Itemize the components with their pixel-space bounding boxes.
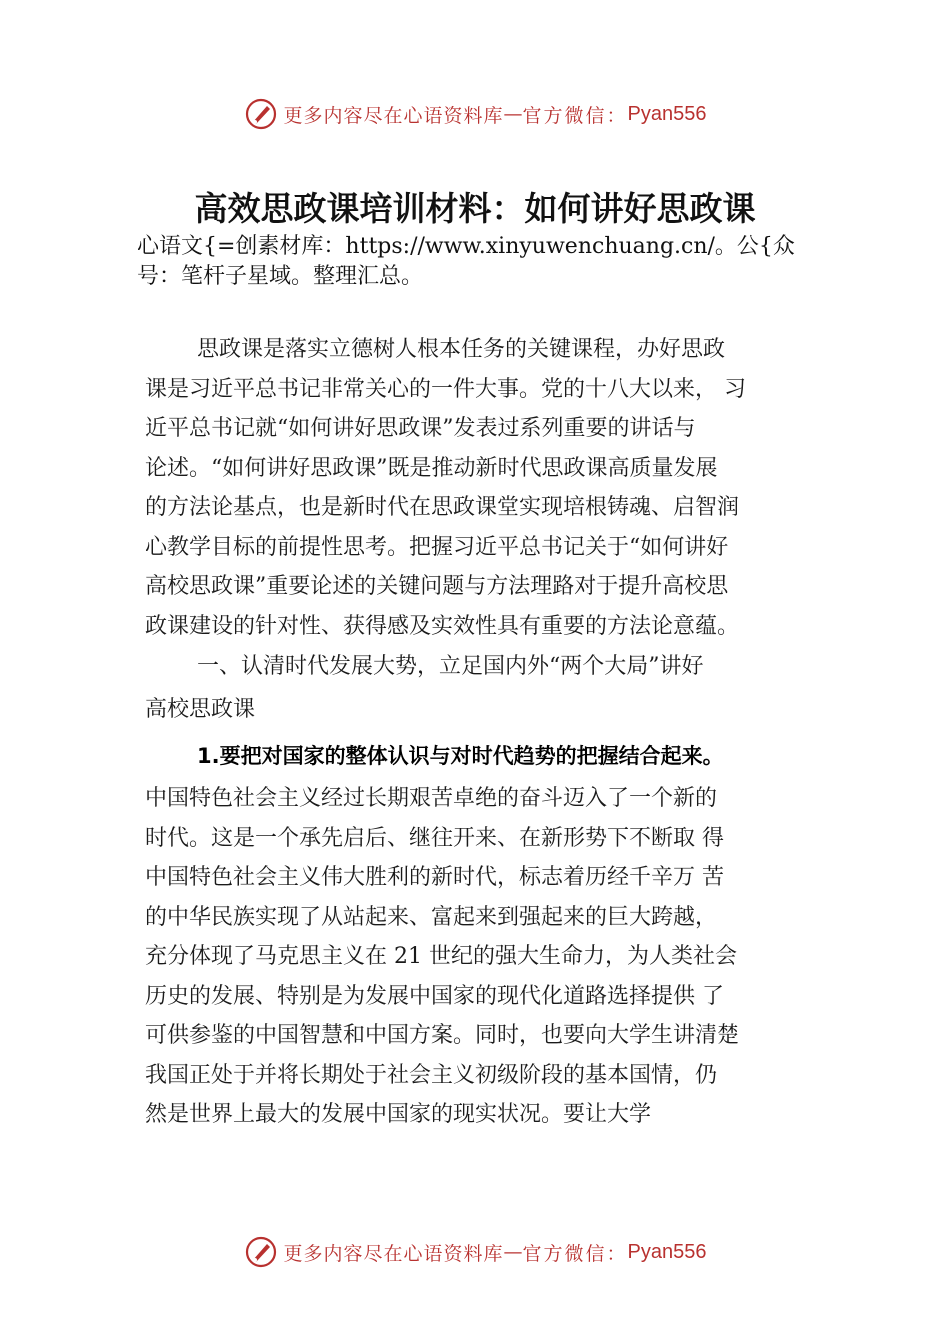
intro-line: 心教学目标的前提性思考。把握习近平总书记关于“如何讲好 — [145, 535, 729, 560]
header-watermark — [0, 92, 950, 136]
section-heading-line: 一、认清时代发展大势，立足国内外“两个大局”讲好 — [197, 654, 704, 679]
watermark-brand: 更多内容尽在心语资料库 — [283, 104, 504, 127]
watermark-wechat-id: Pyan556 — [627, 1240, 707, 1263]
body-line: 中国特色社会主义伟大胜利的新时代，标志着历经千辛万 苦 — [145, 865, 724, 890]
intro-line: 高校思政课”重要论述的关键问题与方法理路对于提升高校思 — [145, 574, 729, 599]
intro-line: 思政课是落实立德树人根本任务的关键课程，办好思政 — [197, 337, 726, 362]
intro-line: 的方法论基点，也是新时代在思政课堂实现培根铸魂、启智润 — [145, 495, 740, 520]
point-heading: 1.要把对国家的整体认识与对时代趋势的把握结合起来。 — [197, 744, 724, 768]
intro-line: 近平总书记就“如何讲好思政课”发表过系列重要的讲话与 — [145, 416, 696, 441]
body-line: 然是世界上最大的发展中国家的现实状况。要让大学 — [145, 1102, 652, 1127]
watermark-wechat-id: Pyan556 — [627, 102, 707, 125]
watermark-separator: — — [503, 1241, 523, 1263]
section-heading-line: 高校思政课 — [145, 697, 256, 722]
pen-nib-seal-icon — [244, 1235, 278, 1269]
body-line: 的中华民族实现了从站起来、富起来到强起来的巨大跨越， — [145, 905, 718, 930]
watermark-separator: — — [503, 103, 523, 125]
document-title: 高效思政课培训材料：如何讲好思政课 — [194, 189, 756, 228]
source-line: 心语文{=创素材库：https://www.xinyuwenchuang.cn/。公{众 — [137, 234, 795, 259]
body-line: 我国正处于并将长期处于社会主义初级阶段的基本国情，仍 — [145, 1063, 718, 1088]
body-line: 历史的发展、特别是为发展中国家的现代化道路选择提供 了 — [145, 984, 724, 1009]
source-line: 号：笔杆子星域。整理汇总。 — [137, 264, 424, 289]
watermark-brand: 更多内容尽在心语资料库 — [283, 1242, 504, 1265]
pen-nib-seal-icon — [244, 97, 278, 131]
body-line: 可供参鉴的中国智慧和中国方案。同时，也要向大学生讲清楚 — [145, 1023, 740, 1048]
watermark-wechat-label: 官方微信： — [522, 104, 628, 127]
watermark-wechat-label: 官方微信： — [522, 1242, 628, 1265]
intro-line: 论述。“如何讲好思政课”既是推动新时代思政课高质量发展 — [145, 456, 718, 481]
intro-line: 课是习近平总书记非常关心的一件大事。党的十八大以来， 习 — [145, 377, 746, 402]
body-line: 中国特色社会主义经过长期艰苦卓绝的奋斗迈入了一个新的 — [145, 786, 718, 811]
intro-line: 政课建设的针对性、获得感及实效性具有重要的方法论意蕴。 — [145, 614, 740, 639]
body-line: 充分体现了马克思主义在 21 世纪的强大生命力，为人类社会 — [145, 944, 737, 969]
body-line: 时代。这是一个承先启后、继往开来、在新形势下不断取 得 — [145, 826, 724, 851]
footer-watermark — [0, 1230, 950, 1274]
